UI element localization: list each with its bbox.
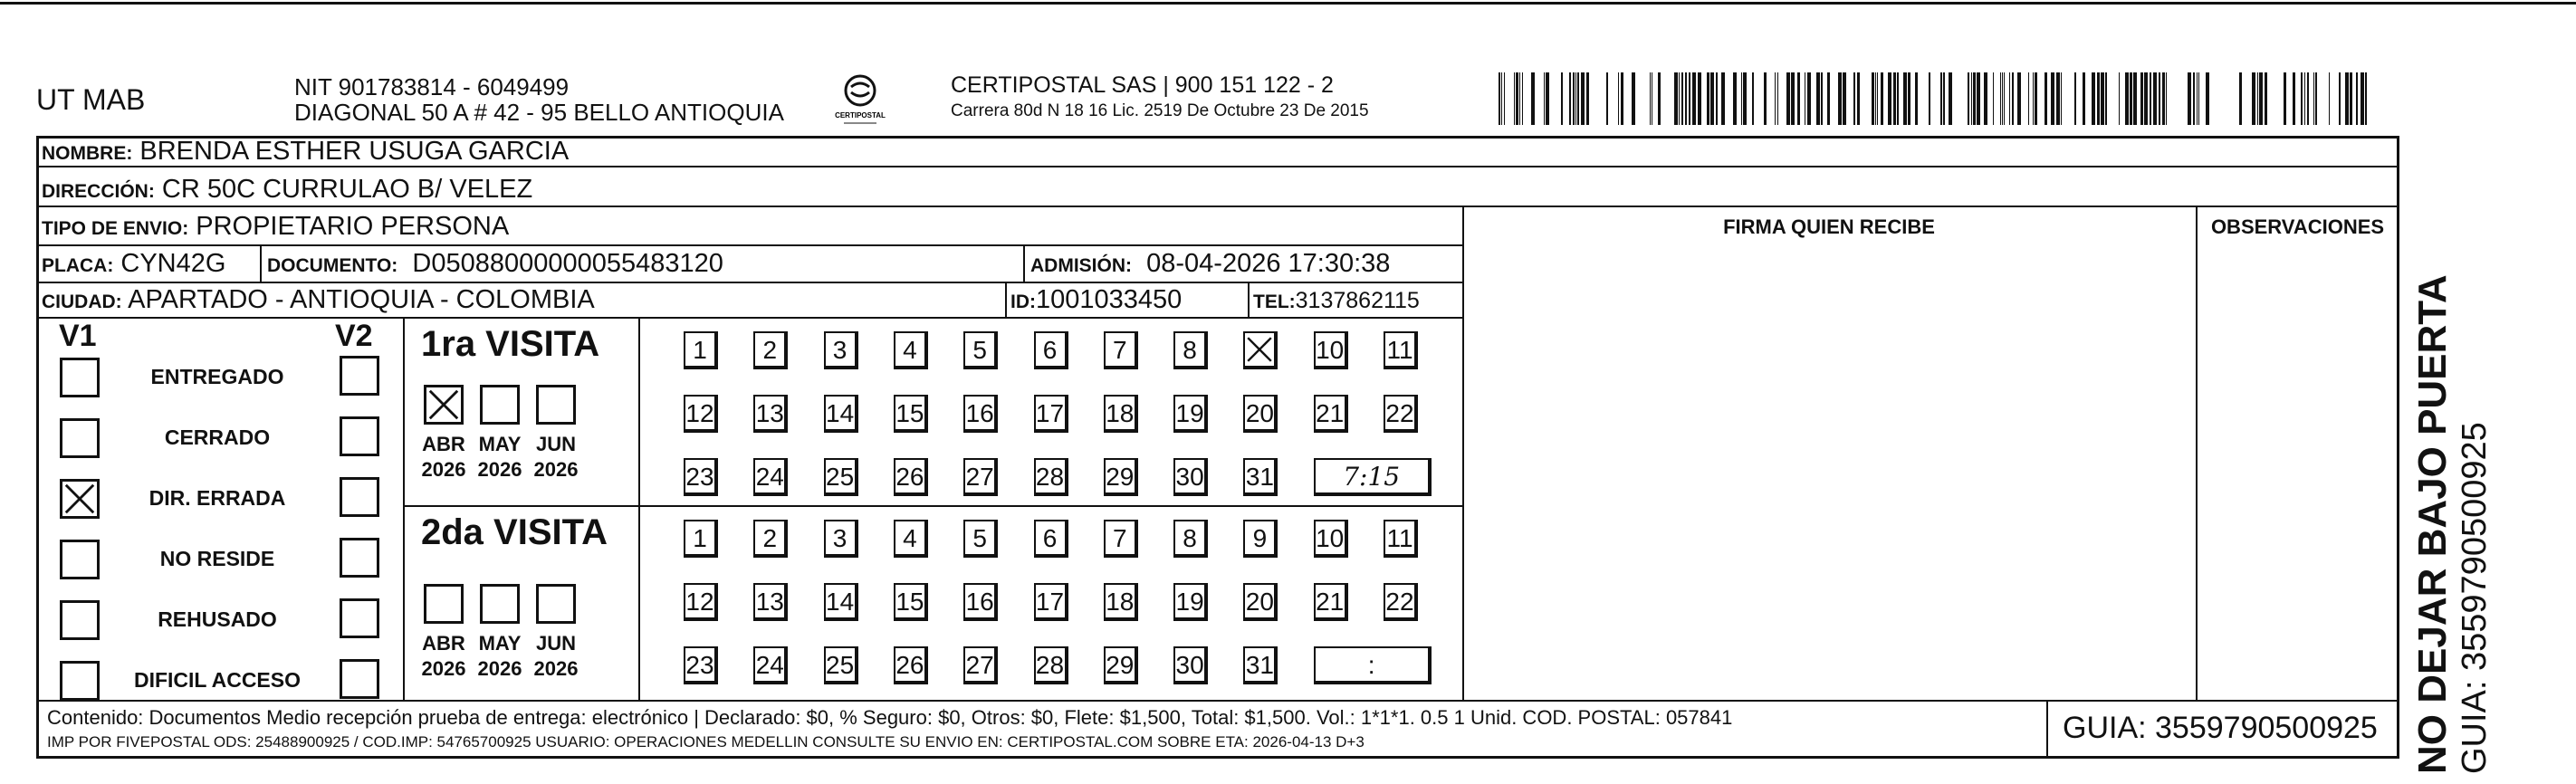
col-sep: [403, 317, 405, 700]
observaciones-header: OBSERVACIONES: [2210, 215, 2385, 238]
svg-text:CERTIPOSTAL: CERTIPOSTAL: [835, 111, 886, 120]
status-label: REHUSADO: [158, 607, 277, 631]
day-box[interactable]: 1: [684, 520, 718, 558]
day-box[interactable]: 6: [1034, 331, 1068, 369]
sender-nit: NIT 901783814 - 6049499: [294, 73, 570, 100]
day-box[interactable]: 20: [1243, 583, 1278, 621]
check-x-icon: [62, 482, 97, 516]
day-box[interactable]: 16: [963, 395, 998, 433]
first-visit-title: 1ra VISITA: [421, 324, 600, 364]
check-x-icon: [426, 387, 461, 422]
side-text: [2410, 274, 2494, 774]
field-admision: ADMISIÓN: 08-04-2026 17:30:38: [1030, 249, 1391, 278]
nombre-value: BRENDA ESTHER USUGA GARCIA: [139, 137, 570, 166]
day-box[interactable]: 19: [1173, 395, 1208, 433]
row-sep: [36, 244, 1462, 246]
id-value: 1001033450: [1036, 285, 1183, 314]
certipostal-logo: [833, 72, 887, 129]
day-box[interactable]: 15: [894, 395, 928, 433]
status-label: ENTREGADO: [150, 365, 284, 388]
sender-address: DIAGONAL 50 A # 42 - 95 BELLO ANTIOQUIA: [294, 99, 784, 126]
day-box[interactable]: 12: [684, 395, 718, 433]
row-sep: [403, 505, 1462, 507]
v2-checkbox[interactable]: [340, 477, 379, 517]
day-box[interactable]: 28: [1034, 458, 1068, 496]
month-checkbox[interactable]: [424, 584, 464, 624]
month-checkbox[interactable]: [536, 385, 576, 425]
ciudad-value: APARTADO - ANTIOQUIA - COLOMBIA: [128, 285, 595, 314]
field-tipo: TIPO DE ENVIO: PROPIETARIO PERSONA: [42, 212, 510, 241]
contenido-text: Contenido: Documentos Medio recepción prueba de entrega: electrónico | Declarado: $0, % Seguro: $0, Otros: $0, Flete: $1,500, Total: $1,500. Vol.: 1*1*1. 0.5 1 Unid. COD. POSTAL: 057841: [47, 706, 1733, 729]
status-label: DIFICIL ACCESO: [133, 668, 301, 692]
v2-checkbox[interactable]: [340, 659, 379, 699]
col-sep: [2196, 206, 2198, 700]
barcode: [1499, 72, 2368, 125]
col-sep: [1023, 244, 1025, 282]
day-box[interactable]: 17: [1034, 583, 1068, 621]
status-label: DIR. ERRADA: [148, 486, 286, 510]
day-box[interactable]: 22: [1384, 395, 1418, 433]
day-box[interactable]: 2: [753, 331, 788, 369]
day-box[interactable]: 21: [1314, 583, 1348, 621]
day-box[interactable]: 10: [1314, 520, 1348, 558]
field-nombre: NOMBRE: BRENDA ESTHER USUGA GARCIA: [42, 137, 570, 166]
month-label: MAY: [478, 433, 522, 455]
no-dejar-bajo-puerta: NO DEJAR BAJO PUERTA: [2410, 274, 2455, 774]
day-box[interactable]: 3: [824, 520, 858, 558]
v1-checkbox[interactable]: [60, 358, 100, 397]
day-box[interactable]: 4: [894, 520, 928, 558]
day-box[interactable]: 2: [753, 520, 788, 558]
month-label: ABR: [422, 433, 465, 455]
field-documento: DOCUMENTO: D05088000000055483120: [267, 249, 723, 278]
day-box[interactable]: 1: [684, 331, 718, 369]
company-name: CERTIPOSTAL SAS | 900 151 122 - 2: [951, 72, 1334, 98]
day-box[interactable]: 7: [1104, 520, 1138, 558]
guia-number: GUIA: 3559790500925: [2063, 711, 2378, 745]
side-guia: GUIA: 3559790500925: [2456, 422, 2494, 774]
v1-checkbox[interactable]: [60, 540, 100, 579]
day-box[interactable]: 6: [1034, 520, 1068, 558]
admision-value: 08-04-2026 17:30:38: [1146, 249, 1391, 278]
row-sep: [36, 700, 2399, 702]
second-visit-title: 2da VISITA: [421, 512, 608, 552]
day-box[interactable]: 26: [894, 646, 928, 684]
time-field[interactable]: 7:15: [1314, 458, 1432, 496]
year-label: 2026: [533, 657, 579, 680]
day-box[interactable]: 24: [753, 458, 788, 496]
day-box[interactable]: 27: [963, 646, 998, 684]
day-box[interactable]: 14: [824, 395, 858, 433]
v2-checkbox[interactable]: [340, 538, 379, 578]
top-rule: [0, 2, 2576, 5]
field-id: ID:1001033450: [1010, 285, 1183, 314]
day-box[interactable]: 21: [1314, 395, 1348, 433]
day-box[interactable]: 5: [963, 520, 998, 558]
sender-name: UT MAB: [36, 83, 146, 116]
day-box[interactable]: 14: [824, 583, 858, 621]
company-address: Carrera 80d N 18 16 Lic. 2519 De Octubre 23 De 2015: [951, 101, 1369, 120]
day-box[interactable]: 7: [1104, 331, 1138, 369]
placa-value: CYN42G: [120, 249, 226, 278]
month-label: JUN: [535, 632, 576, 655]
day-box[interactable]: 18: [1104, 583, 1138, 621]
day-box[interactable]: 10: [1314, 331, 1348, 369]
v1-checkbox[interactable]: [60, 661, 100, 701]
day-box[interactable]: 3: [824, 331, 858, 369]
year-label: 2026: [477, 657, 522, 680]
tel-value: 3137862115: [1295, 288, 1420, 313]
v1-checkbox[interactable]: [60, 600, 100, 640]
day-box[interactable]: 29: [1104, 458, 1138, 496]
v1-checkbox[interactable]: [60, 479, 100, 519]
time-field[interactable]: :: [1314, 646, 1432, 684]
day-box[interactable]: 31: [1243, 458, 1278, 496]
col-sep: [260, 244, 262, 282]
day-box[interactable]: 31: [1243, 646, 1278, 684]
day-box[interactable]: 15: [894, 583, 928, 621]
direccion-value: CR 50C CURRULAO B/ VELEZ: [161, 175, 533, 204]
day-box[interactable]: 12: [684, 583, 718, 621]
check-x-icon: [1245, 333, 1274, 366]
day-box[interactable]: 25: [824, 646, 858, 684]
day-box[interactable]: 8: [1173, 331, 1208, 369]
day-box[interactable]: 13: [753, 395, 788, 433]
day-box[interactable]: 9: [1243, 520, 1278, 558]
col-sep: [638, 317, 640, 700]
day-box[interactable]: 4: [894, 331, 928, 369]
month-label: JUN: [535, 433, 576, 455]
imp-text: IMP POR FIVEPOSTAL ODS: 25488900925 / COD.IMP: 54765700925 USUARIO: OPERACIONES MEDELLIN CONSULTE SU ENVIO EN: CERTIPOSTAL.COM SOBRE ETA: 2026-04-13 D+3: [47, 733, 1365, 751]
month-checkbox[interactable]: [536, 584, 576, 624]
month-label: MAY: [478, 632, 522, 655]
v2-checkbox[interactable]: [340, 356, 379, 396]
day-box[interactable]: [1243, 331, 1278, 369]
documento-value: D05088000000055483120: [412, 249, 723, 278]
v2-header: V2: [335, 319, 373, 353]
tipo-value: PROPIETARIO PERSONA: [196, 212, 510, 241]
v1-checkbox[interactable]: [60, 418, 100, 458]
status-label: NO RESIDE: [159, 547, 275, 570]
day-box[interactable]: 8: [1173, 520, 1208, 558]
field-placa: PLACA: CYN42G: [42, 249, 226, 278]
year-label: 2026: [421, 458, 466, 481]
day-box[interactable]: 27: [963, 458, 998, 496]
col-sep: [1005, 282, 1007, 317]
v2-checkbox[interactable]: [340, 416, 379, 456]
col-sep: [1462, 206, 1464, 700]
day-box[interactable]: 30: [1173, 458, 1208, 496]
day-box[interactable]: 18: [1104, 395, 1138, 433]
day-box[interactable]: 30: [1173, 646, 1208, 684]
day-box[interactable]: 25: [824, 458, 858, 496]
day-box[interactable]: 20: [1243, 395, 1278, 433]
day-box[interactable]: 11: [1384, 331, 1418, 369]
month-checkbox[interactable]: [480, 584, 520, 624]
year-label: 2026: [421, 657, 466, 680]
day-box[interactable]: 28: [1034, 646, 1068, 684]
day-box[interactable]: 26: [894, 458, 928, 496]
col-sep: [1248, 282, 1250, 317]
day-box[interactable]: 5: [963, 331, 998, 369]
day-box[interactable]: 23: [684, 646, 718, 684]
field-tel: TEL:3137862115: [1253, 288, 1420, 313]
day-box[interactable]: 19: [1173, 583, 1208, 621]
firma-header: FIRMA QUIEN RECIBE: [1723, 215, 1935, 238]
year-label: 2026: [533, 458, 579, 481]
day-box[interactable]: 16: [963, 583, 998, 621]
v2-checkbox[interactable]: [340, 598, 379, 638]
month-checkbox[interactable]: [480, 385, 520, 425]
day-box[interactable]: 13: [753, 583, 788, 621]
month-checkbox[interactable]: [424, 385, 464, 425]
status-label: CERRADO: [164, 425, 271, 449]
day-box[interactable]: 17: [1034, 395, 1068, 433]
year-label: 2026: [477, 458, 522, 481]
day-box[interactable]: 24: [753, 646, 788, 684]
field-ciudad: CIUDAD: APARTADO - ANTIOQUIA - COLOMBIA: [42, 285, 595, 314]
day-box[interactable]: 29: [1104, 646, 1138, 684]
field-direccion: DIRECCIÓN: CR 50C CURRULAO B/ VELEZ: [42, 175, 533, 204]
month-label: ABR: [422, 632, 465, 655]
day-box[interactable]: 23: [684, 458, 718, 496]
v1-header: V1: [59, 319, 97, 353]
day-box[interactable]: 11: [1384, 520, 1418, 558]
day-box[interactable]: 22: [1384, 583, 1418, 621]
col-sep: [2046, 700, 2048, 759]
